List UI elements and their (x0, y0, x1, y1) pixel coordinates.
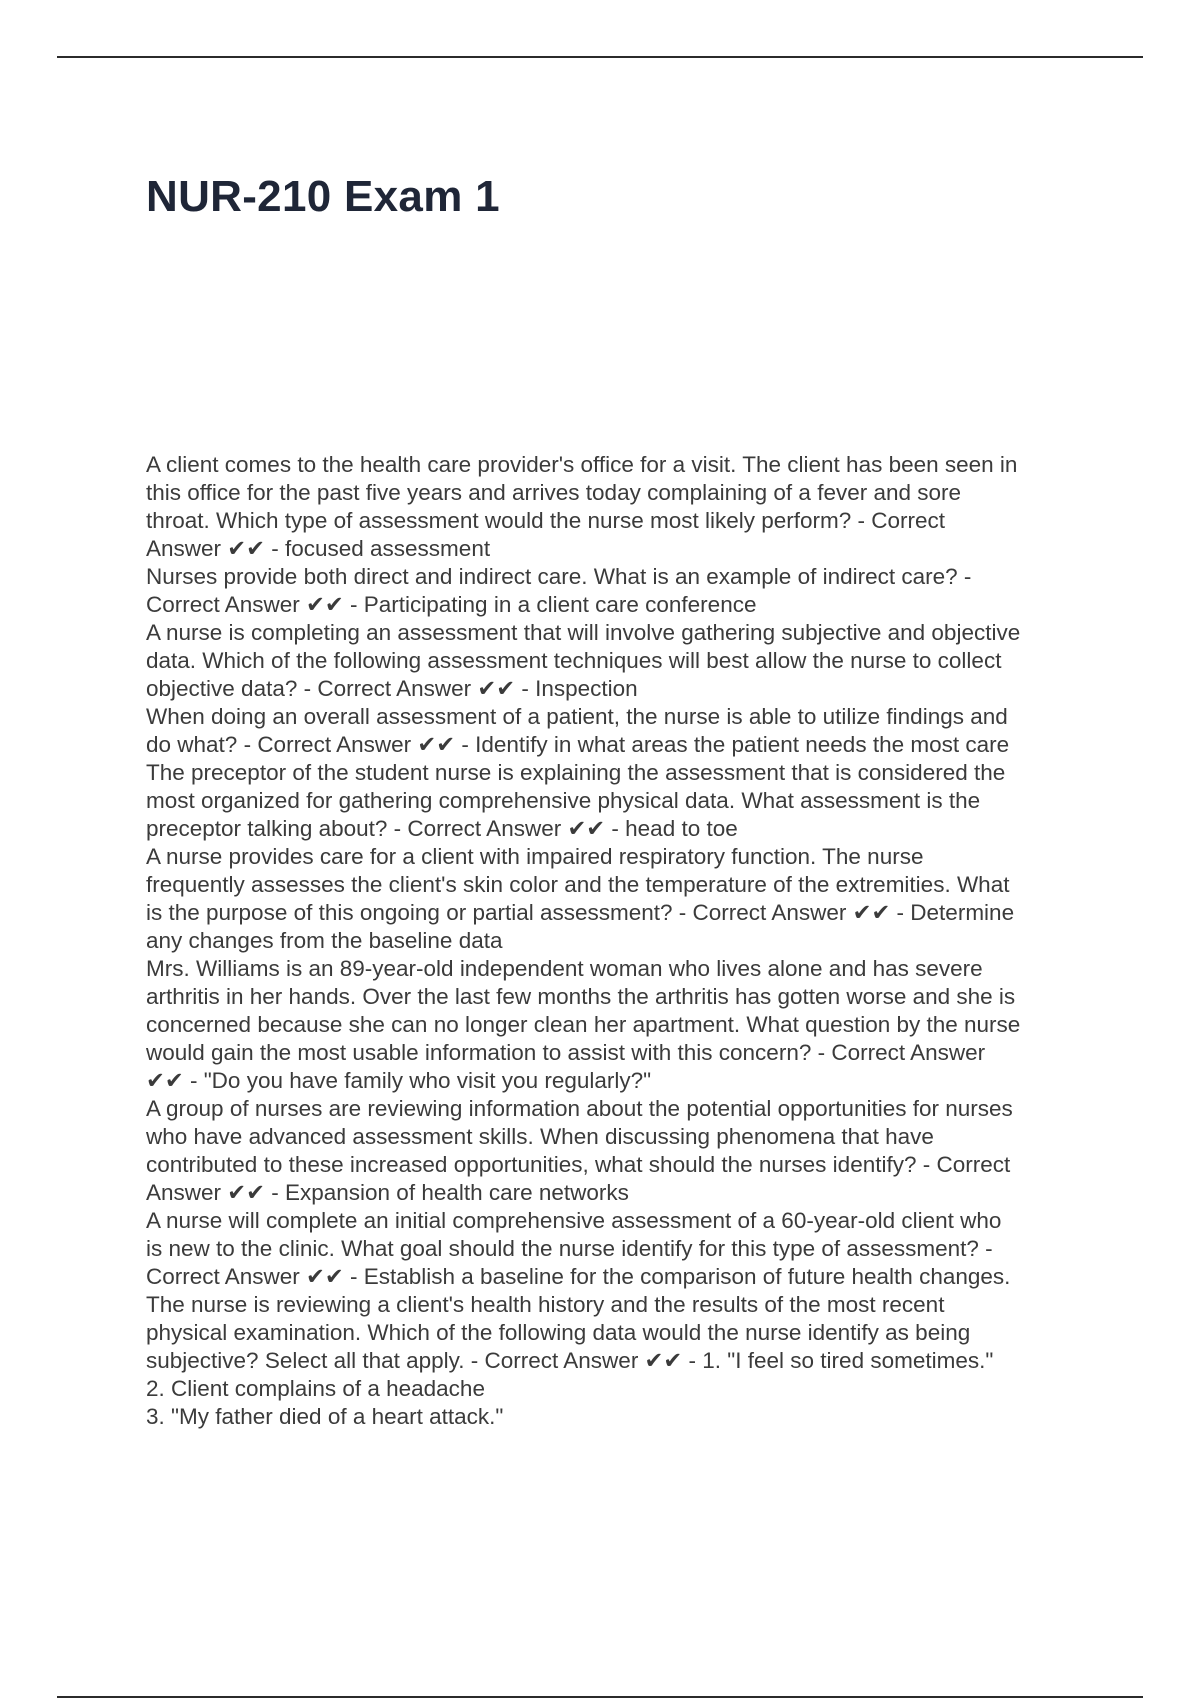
text-line: subjective? Select all that apply. - Correct Answer ✔✔ - 1. "I feel so tired sometimes." (146, 1348, 994, 1373)
text-line: this office for the past five years and arrives today complaining of a fever and sore (146, 480, 962, 505)
qa-entry (146, 1291, 1096, 1431)
qa-entry (146, 619, 1096, 703)
text-line: any changes from the baseline data (146, 928, 503, 953)
text-line: ✔✔ - "Do you have family who visit you regularly?" (146, 1068, 652, 1093)
qa-entry (146, 843, 1096, 955)
text-line: A group of nurses are reviewing information about the potential opportunities for nurses (146, 1096, 1013, 1121)
text-line: Nurses provide both direct and indirect care. What is an example of indirect care? - (146, 564, 972, 589)
text-line: The preceptor of the student nurse is explaining the assessment that is considered the (146, 760, 1006, 785)
footer-rule (57, 1696, 1143, 1698)
document-body (146, 451, 1096, 1431)
text-line: is the purpose of this ongoing or partial assessment? - Correct Answer ✔✔ - Determine (146, 900, 1015, 925)
text-line: throat. Which type of assessment would the nurse most likely perform? - Correct (146, 508, 946, 533)
qa-entry (146, 563, 1096, 619)
text-line: concerned because she can no longer clean her apartment. What question by the nurse (146, 1012, 1021, 1037)
qa-entry (146, 1095, 1096, 1207)
text-line: A nurse provides care for a client with impaired respiratory function. The nurse (146, 844, 924, 869)
text-line: A nurse is completing an assessment that will involve gathering subjective and objective (146, 620, 1021, 645)
text-line: Mrs. Williams is an 89-year-old independent woman who lives alone and has severe (146, 956, 983, 981)
text-line: is new to the clinic. What goal should the nurse identify for this type of assessment? - (146, 1236, 993, 1261)
qa-entry (146, 703, 1096, 759)
text-line: The nurse is reviewing a client's health history and the results of the most recent (146, 1292, 945, 1317)
qa-entry (146, 955, 1096, 1095)
text-line: most organized for gathering comprehensive physical data. What assessment is the (146, 788, 981, 813)
qa-entry (146, 759, 1096, 843)
text-line: preceptor talking about? - Correct Answer ✔✔ - head to toe (146, 816, 738, 841)
text-line: frequently assesses the client's skin color and the temperature of the extremities. What (146, 872, 1010, 897)
text-line: would gain the most usable information to assist with this concern? - Correct Answer (146, 1040, 986, 1065)
text-line: objective data? - Correct Answer ✔✔ - Inspection (146, 676, 638, 701)
qa-entry (146, 1207, 1096, 1291)
text-line: Correct Answer ✔✔ - Establish a baseline for the comparison of future health changes. (146, 1264, 1011, 1289)
header-rule (57, 56, 1143, 58)
text-line: 2. Client complains of a headache (146, 1376, 485, 1401)
qa-entry (146, 451, 1096, 563)
text-line: contributed to these increased opportunities, what should the nurses identify? - Correct (146, 1152, 1011, 1177)
text-line: physical examination. Which of the following data would the nurse identify as being (146, 1320, 971, 1345)
text-line: Answer ✔✔ - Expansion of health care networks (146, 1180, 629, 1205)
text-line: A nurse will complete an initial comprehensive assessment of a 60-year-old client who (146, 1208, 1002, 1233)
text-line: who have advanced assessment skills. When discussing phenomena that have (146, 1124, 934, 1149)
text-line: When doing an overall assessment of a patient, the nurse is able to utilize findings and (146, 704, 1008, 729)
text-line: Answer ✔✔ - focused assessment (146, 536, 491, 561)
text-line: Correct Answer ✔✔ - Participating in a client care conference (146, 592, 757, 617)
text-line: do what? - Correct Answer ✔✔ - Identify in what areas the patient needs the most care (146, 732, 1010, 757)
document-title: NUR-210 Exam 1 (146, 172, 500, 221)
text-line: data. Which of the following assessment techniques will best allow the nurse to collect (146, 648, 1002, 673)
text-line: arthritis in her hands. Over the last few months the arthritis has gotten worse and she is (146, 984, 1016, 1009)
text-line: 3. "My father died of a heart attack." (146, 1404, 504, 1429)
text-line: A client comes to the health care provider's office for a visit. The client has been seen in (146, 452, 1018, 477)
